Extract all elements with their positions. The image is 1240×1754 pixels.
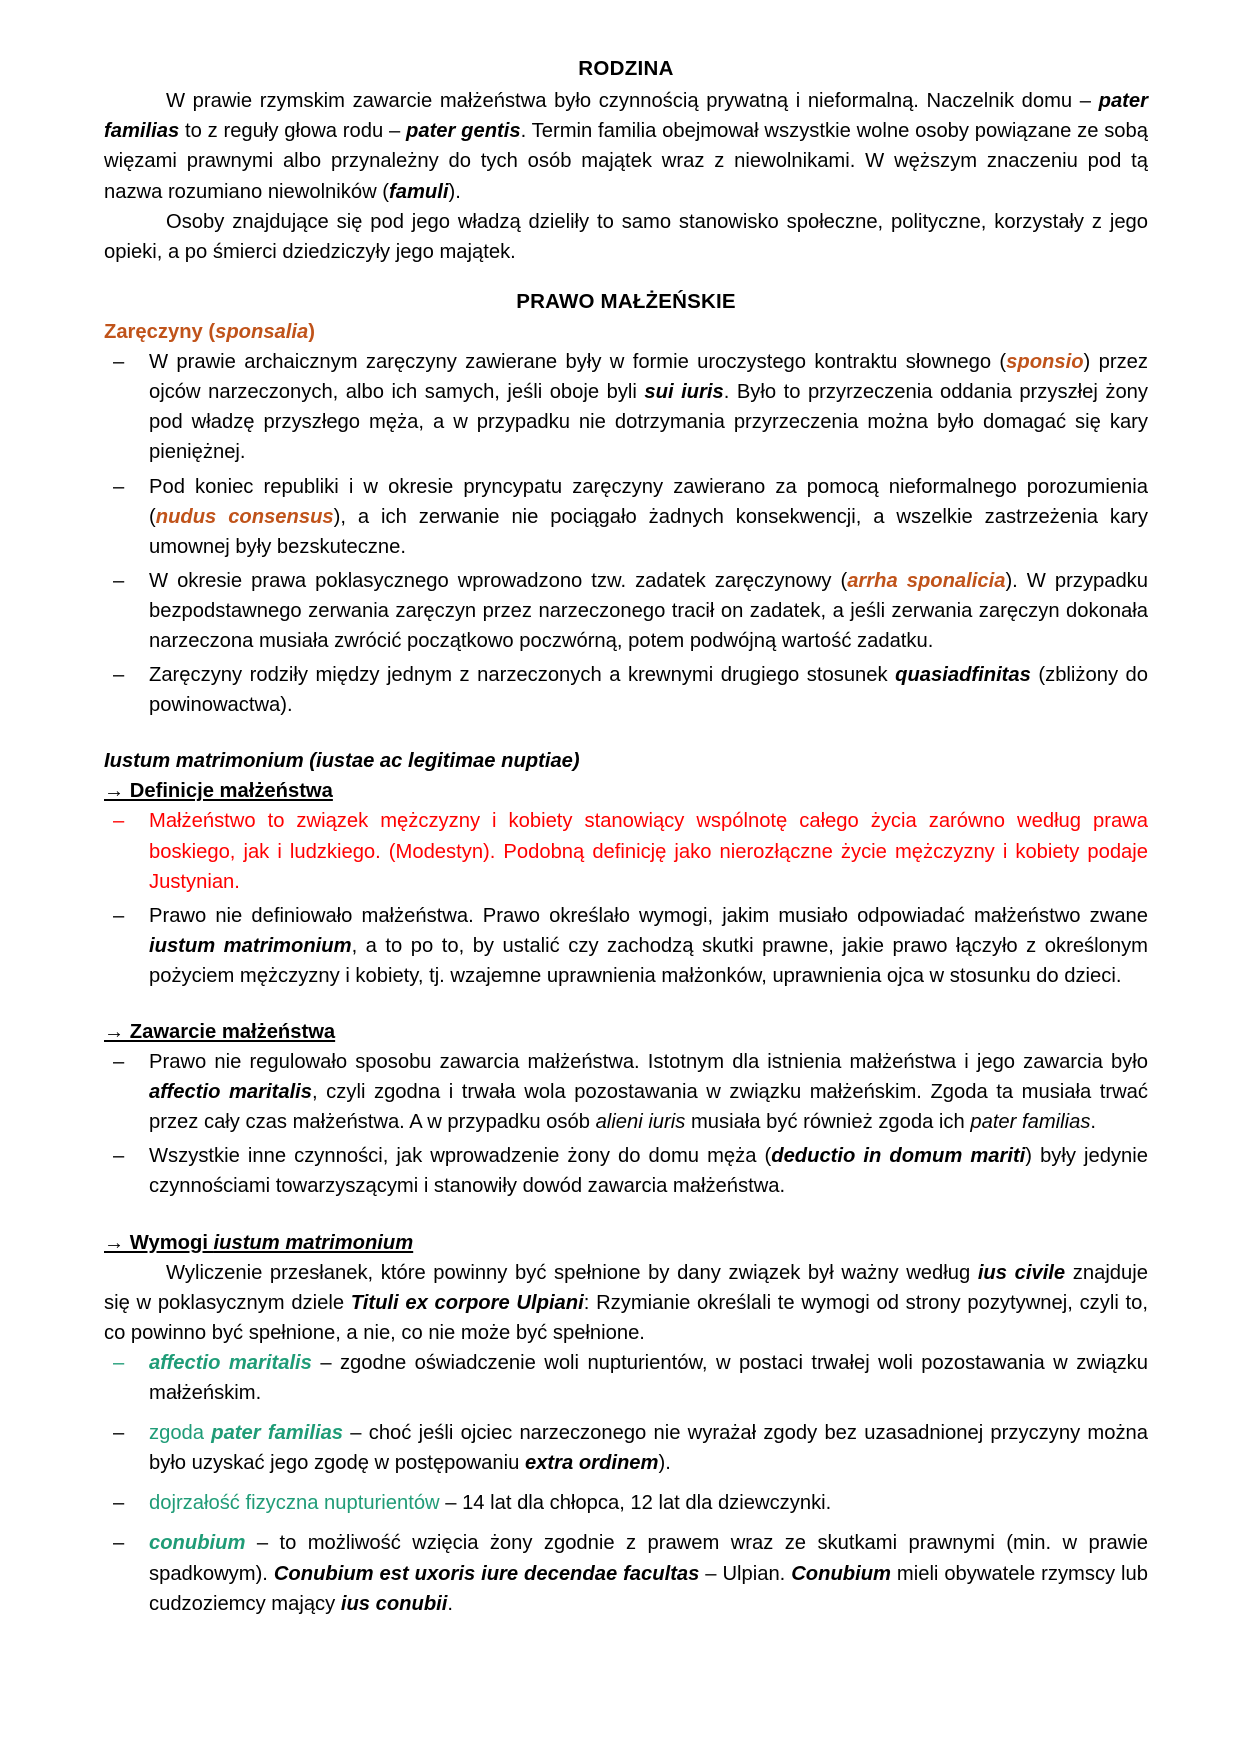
term-pater-familias: pater familias xyxy=(104,90,1148,143)
term-extra-ordinem: extra ordinem xyxy=(524,1452,659,1475)
intro-paragraph-1 xyxy=(104,86,1148,206)
item-text-a: – choć jeśli ojciec narzeczonego nie wyrażał zgody bez uzasadnionej przyczyny można było uzyskać jego zgodę w postępowaniu xyxy=(149,1422,1148,1475)
list-item xyxy=(104,1047,1148,1137)
item-text-b: ). W przypadku bezpodstawnego zerwania zaręczyn przez narzeczonego tracił on zadatek, a jeśli zerwania zaręczyn dokonała narzeczona musiała zwrócić początkowo poczwórną, potem podwójną wartość zadatku. xyxy=(149,569,1149,652)
item-text-d: . xyxy=(1090,1111,1097,1134)
intro-text-b: to z reguły głowa rodu – xyxy=(179,120,407,143)
subheading-definicje-malzenstwa: → Definicje małżeństwa xyxy=(104,780,333,803)
term-arrha-sponalicia: arrha sponalicia xyxy=(847,569,1006,592)
list-item xyxy=(104,1348,1148,1408)
term-ius-conubii: ius conubii xyxy=(340,1592,448,1615)
item-text-b: , a to po to, by ustalić czy zachodzą skutki prawne, jakie prawo łączyło z określonym pożyciem mężczyzny i kobiety, tj. wzajemne uprawnienia małżonków, uprawnienia ojca w stosunku do dzieci. xyxy=(149,934,1148,987)
item-text-a: W okresie prawa poklasycznego wprowadzono tzw. zadatek zaręczynowy ( xyxy=(149,569,848,592)
term-conubium-2: Conubium xyxy=(791,1562,891,1585)
section-title-prawo-malzenskie: PRAWO MAŁŻEŃSKIE xyxy=(516,289,736,313)
list-item xyxy=(104,1528,1148,1618)
item-text-rest: – 14 lat dla chłopca, 12 lat dla dziewczynki. xyxy=(439,1492,832,1515)
term-affectio-maritalis: affectio maritalis xyxy=(149,1351,312,1374)
term-deductio-in-domum-mariti: deductio in domum mariti xyxy=(771,1145,1026,1168)
item-text-d: . xyxy=(447,1592,453,1615)
list-item xyxy=(104,472,1148,562)
term-sponsalia: sponsalia xyxy=(215,321,309,344)
label-zgoda: zgoda xyxy=(149,1422,212,1445)
subheading-wymogi-iustum-matrimonium xyxy=(104,1228,1148,1258)
item-text-rest: – zgodne oświadczenie woli nupturientów, w postaci trwałej woli pozostawania w związku małżeńskim. xyxy=(149,1351,1148,1405)
item-text-a: Prawo nie definiowało małżeństwa. Prawo określało wymogi, jakim musiało odpowiadać małżeństwo zwane xyxy=(149,904,1148,927)
item-text-a: Wszystkie inne czynności, jak wprowadzenie żony do domu męża ( xyxy=(149,1145,772,1168)
page-title: RODZINA xyxy=(578,57,674,80)
spacer xyxy=(104,1206,1148,1228)
item-text-a: W prawie archaicznym zaręczyny zawierane były w formie uroczystego kontraktu słownego ( xyxy=(149,351,1007,374)
term-ius-civile: ius civile xyxy=(977,1261,1066,1284)
term-pater-familias: pater familias xyxy=(211,1422,344,1445)
item-text-b: ) przez ojców narzeczonych, albo ich samych, jeśli oboje byli xyxy=(149,351,1148,404)
term-pater-familias: pater familias xyxy=(970,1111,1091,1134)
label-dojrzalosc-fizyczna: dojrzałość fizyczna nupturientów xyxy=(149,1492,440,1515)
definicje-list xyxy=(104,806,1148,991)
term-conubium: conubium xyxy=(149,1532,246,1555)
subheading-zawarcie-malzenstwa: → Zawarcie małżeństwa xyxy=(104,1021,336,1043)
list-item xyxy=(104,1418,1148,1478)
item-text-a: Prawo nie regulowało sposobu zawarcia małżeństwa. Istotnym dla istnienia małżeństwa i jego zawarcia było xyxy=(149,1051,1148,1074)
term-sui-iuris: sui iuris xyxy=(644,381,724,404)
wymogi-list xyxy=(104,1348,1148,1619)
list-item xyxy=(104,1488,1148,1518)
intro-text-c: . Termin familia obejmował wszystkie wolne osoby powiązane ze sobą więzami prawnymi albo przynależny do tych osób majątek wraz z niewolnikami. W węższym znaczeniu pod tą nazwa rozumiano niewolników ( xyxy=(104,120,1148,203)
item-text-c: musiała być również zgoda ich xyxy=(685,1111,971,1134)
list-item xyxy=(104,566,1148,656)
item-text-b: ), a ich zerwanie nie pociągało żadnych konsekwencji, a wszelkie zastrzeżenia kary umownej były bezskuteczne. xyxy=(149,505,1148,558)
term-sponsio: sponsio xyxy=(1006,351,1084,374)
list-item xyxy=(104,1141,1148,1201)
list-item: – Małżeństwo to związek mężczyzny i kobiety stanowiący wspólnotę całego życia zarówno według prawa boskiego, jak i ludzkiego. (Modestyn). Podobną definicję jako nierozłączne życie mężczyzny i kobiety podaje Justynian. xyxy=(104,806,1148,896)
zawarcie-list xyxy=(104,1047,1148,1201)
intro-text-a: W prawie rzymskim zawarcie małżeństwa było czynnością prywatną i nieformalną. Naczelnik domu – xyxy=(166,90,1099,113)
subheading-zareczyny xyxy=(104,317,1148,347)
term-pater-gentis: pater gentis xyxy=(406,120,521,143)
term-nudus-consensus: nudus consensus xyxy=(155,505,334,528)
item-text-a: Pod koniec republiki i w okresie pryncypatu zaręczyny zawierano za pomocą nieformalnego porozumienia ( xyxy=(149,475,1148,528)
zareczyny-paren: ) xyxy=(308,321,315,344)
item-text-b: ) były jedynie czynnościami towarzyszącymi i stanowiły dowód zawarcia małżeństwa. xyxy=(149,1145,1148,1198)
term-quasiadfinitas: quasiadfinitas xyxy=(895,664,1031,687)
item-text-a: Zaręczyny rodziły między jednym z narzeczonych a krewnymi drugiego stosunek xyxy=(149,664,896,687)
spacer xyxy=(104,995,1148,1017)
term-alieni-iuris: alieni iuris xyxy=(595,1111,686,1134)
term-iustum-matrimonium: iustum matrimonium xyxy=(149,934,352,957)
list-item xyxy=(104,660,1148,720)
item-text-c: . Było to przyrzeczenia oddania przyszłej żony pod władzę przyszłego męża, a w przypadku nie dotrzymania przyrzeczenia można było domagać się kary pieniężnej. xyxy=(149,381,1148,464)
wymogi-label: → Wymogi xyxy=(104,1231,214,1254)
wymogi-text-b: znajduje się w poklasycznym dziele xyxy=(104,1261,1148,1314)
intro-paragraph-2: Osoby znajdujące się pod jego władzą dzieliły to samo stanowisko społeczne, polityczne, korzystały z jego opieki, a po śmierci dziedziczyły jego majątek. xyxy=(104,210,1148,263)
zareczyny-list xyxy=(104,347,1148,720)
term-affectio-maritalis: affectio maritalis xyxy=(149,1081,313,1104)
item-text-a: – to możliwość wzięcia żony zgodnie z prawem wraz ze skutkami prawnymi (min. w prawie spadkowym). xyxy=(149,1532,1148,1585)
zareczyny-label: Zaręczyny ( xyxy=(104,321,216,344)
item-text-b: – Ulpian. xyxy=(699,1562,792,1585)
item-text-c: mieli obywatele rzymscy lub cudzoziemcy mający xyxy=(149,1562,1148,1615)
list-item xyxy=(104,901,1148,991)
item-text-b: ). xyxy=(658,1452,671,1475)
subheading-iustum-matrimonium: Iustum matrimonium (iustae ac legitimae nuptiae) xyxy=(104,750,580,773)
wymogi-text-a: Wyliczenie przesłanek, które powinny być spełnione by dany związek był ważny według xyxy=(166,1261,978,1284)
intro-text-d: ). xyxy=(448,180,461,203)
term-famuli: famuli xyxy=(389,180,449,203)
term-iustum-matrimonium: iustum matrimonium xyxy=(213,1231,414,1254)
wymogi-text-c: : Rzymianie określali te wymogi od strony pozytywnej, czyli to, co powinno być spełnione, a nie, co nie może być spełnione. xyxy=(104,1291,1148,1344)
list-item xyxy=(104,347,1148,467)
term-conubium-est-uxoris: Conubium est uxoris iure decendae facultas xyxy=(273,1562,700,1585)
wymogi-paragraph xyxy=(104,1258,1148,1348)
item-text-b: (zbliżony do powinowactwa). xyxy=(149,664,1149,717)
spacer xyxy=(104,724,1148,746)
term-tituli-ex-corpore-ulpiani: Tituli ex corpore Ulpiani xyxy=(350,1291,584,1314)
item-text-b: , czyli zgodna i trwała wola pozostawania w związku małżeńskim. Zgoda ta musiała trwać przez cały czas małżeństwa. A w przypadku osób xyxy=(149,1081,1148,1134)
